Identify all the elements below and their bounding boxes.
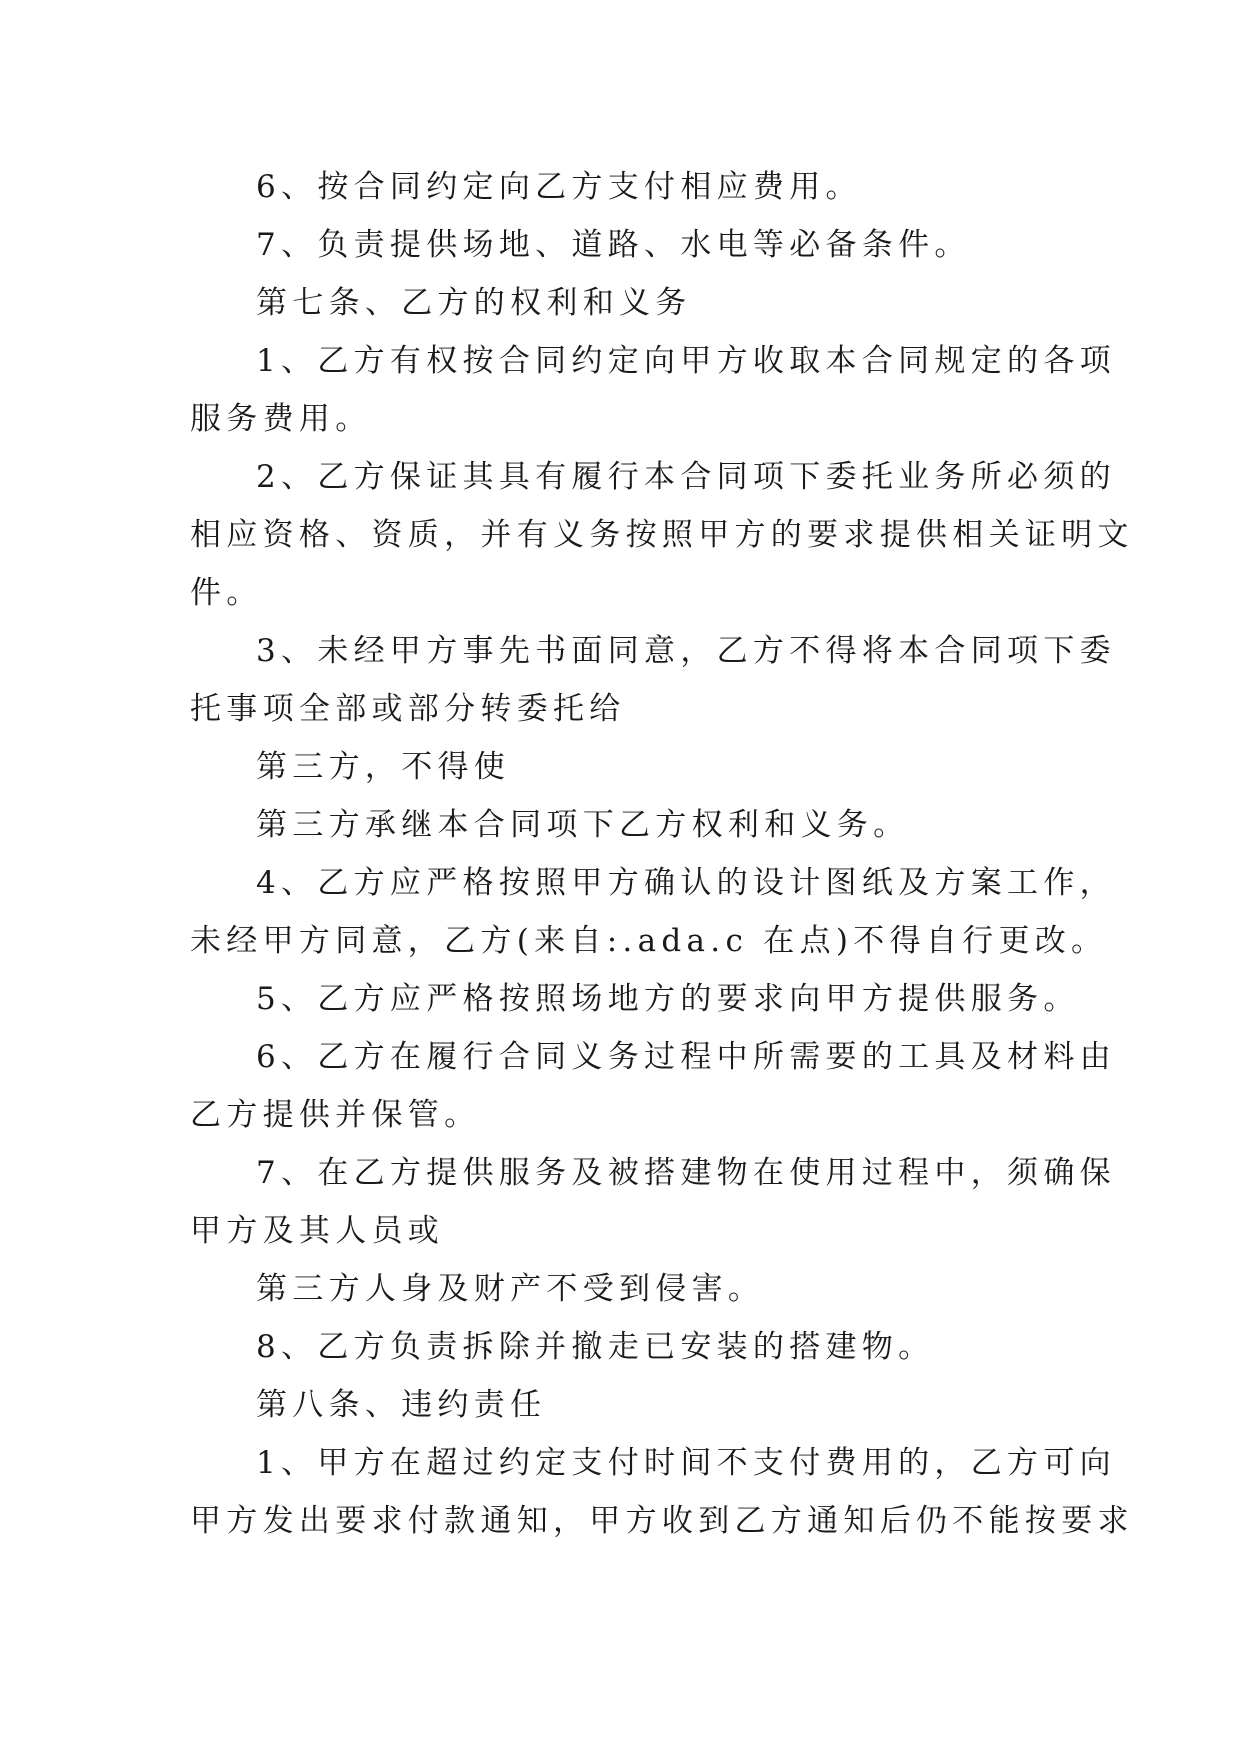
text-line: 2、乙方保证其具有履行本合同项下委托业务所必须的 — [256, 459, 1116, 495]
text-line: 未经甲方同意，乙方(来自:.ada.c 在点)不得自行更改。 — [190, 923, 1108, 959]
text-line: 6、乙方在履行合同义务过程中所需要的工具及材料由 — [256, 1039, 1116, 1075]
text-line: 1、乙方有权按合同约定向甲方收取本合同规定的各项 — [256, 343, 1116, 379]
text-line: 相应资格、资质，并有义务按照甲方的要求提供相关证明文 — [190, 517, 1134, 553]
text-line: 甲方发出要求付款通知，甲方收到乙方通知后仍不能按要求 — [190, 1503, 1134, 1539]
text-line: 4、乙方应严格按照甲方确认的设计图纸及方案工作， — [256, 865, 1116, 901]
text-line: 8、乙方负责拆除并撤走已安装的搭建物。 — [256, 1329, 935, 1365]
text-line: 甲方及其人员或 — [190, 1213, 445, 1249]
text-line: 6、按合同约定向乙方支付相应费用。 — [256, 169, 862, 205]
text-line: 件。 — [190, 575, 263, 611]
text-line: 7、负责提供场地、道路、水电等必备条件。 — [256, 227, 971, 263]
text-line: 第三方人身及财产不受到侵害。 — [256, 1271, 765, 1307]
text-line: 7、在乙方提供服务及被搭建物在使用过程中，须确保 — [256, 1155, 1116, 1191]
text-line: 3、未经甲方事先书面同意，乙方不得将本合同项下委 — [256, 633, 1116, 669]
text-line: 第三方，不得使 — [256, 749, 511, 785]
section-heading: 第七条、乙方的权利和义务 — [256, 285, 692, 321]
section-heading: 第八条、违约责任 — [256, 1387, 547, 1423]
text-line: 第三方承继本合同项下乙方权利和义务。 — [256, 807, 910, 843]
document-body — [190, 158, 1134, 1550]
text-line: 服务费用。 — [190, 401, 372, 437]
text-line: 5、乙方应严格按照场地方的要求向甲方提供服务。 — [256, 981, 1080, 1017]
text-line: 1、甲方在超过约定支付时间不支付费用的，乙方可向 — [256, 1445, 1116, 1481]
text-line: 乙方提供并保管。 — [190, 1097, 481, 1133]
text-line: 托事项全部或部分转委托给 — [190, 691, 626, 727]
